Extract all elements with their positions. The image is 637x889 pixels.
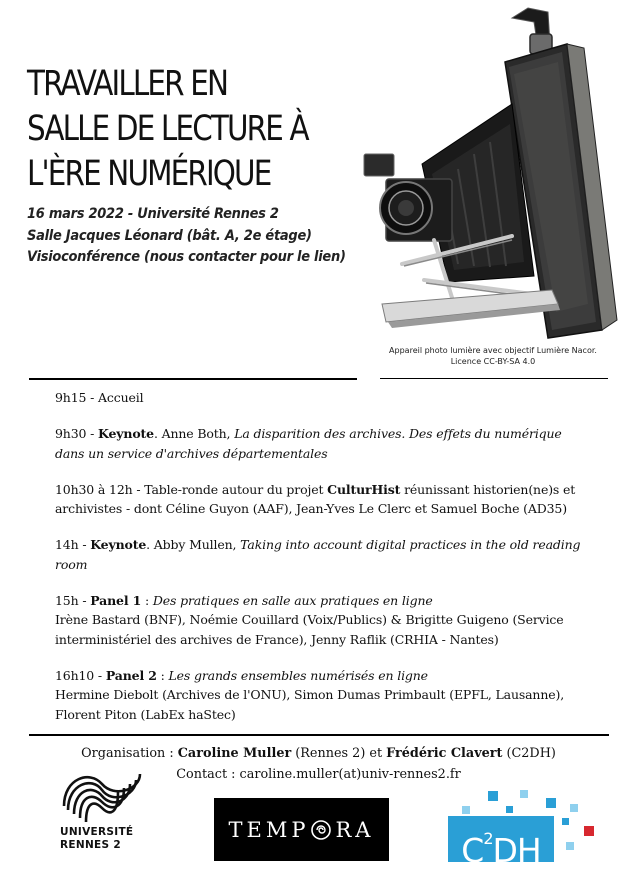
programme-time: 9h30 - <box>55 426 99 442</box>
organisation-line <box>0 744 637 764</box>
programme-participants: archivistes - dont Céline Guyon (AAF), Jean-Yves Le Clerc et Samuel Boche (AD35) <box>55 501 567 517</box>
programme <box>55 388 600 741</box>
programme-participants-cont: interministériel des archives de France), Jenny Raflik (CRHIA - Nantes) <box>55 631 499 647</box>
organisation-prefix: Organisation : <box>81 746 178 761</box>
tempora-logo <box>214 798 389 861</box>
programme-sep: : <box>156 667 169 683</box>
programme-speaker: . Abby Mullen, <box>146 537 241 553</box>
title-line-2: SALLE DE LECTURE À <box>27 109 308 149</box>
programme-text: 9h15 - Accueil <box>55 390 144 405</box>
programme-speaker: . Anne Both, <box>153 426 235 442</box>
event-room: Salle Jacques Léonard (bât. A, 2e étage) <box>27 227 312 244</box>
tempora-text: TEMP <box>228 817 310 842</box>
c2dh-c: C <box>461 831 484 870</box>
c2dh-square-icon <box>562 818 569 825</box>
programme-talk-title: La disparition des archives. Des effets du numérique <box>234 426 562 442</box>
programme-type: Keynote <box>98 426 154 442</box>
event-title <box>27 62 308 197</box>
programme-type: Panel 2 <box>105 667 157 683</box>
rennes2-logo-text <box>60 826 133 852</box>
programme-participants-cont: Florent Piton (LabEx haStec) <box>55 706 236 722</box>
programme-item-panel-2 <box>55 666 600 724</box>
organiser-2: Frédéric Clavert <box>386 746 503 761</box>
rennes2-line-1: UNIVERSITÉ <box>60 826 134 838</box>
camera-photo <box>362 4 624 344</box>
divider-bottom <box>29 734 609 736</box>
programme-panel-title: Les grands ensembles numérisés en ligne <box>168 667 428 683</box>
programme-participants: Irène Bastard (BNF), Noémie Couillard (Voix/Publics) & Brigitte Guigeno (Service <box>55 612 564 628</box>
programme-type: Panel 1 <box>90 593 142 609</box>
caption-line-1: Appareil photo lumière avec objectif Lumière Nacor. <box>389 346 597 355</box>
photo-caption <box>362 345 624 367</box>
caption-line-2: Licence CC-BY-SA 4.0 <box>450 357 536 366</box>
c2dh-rest: DH <box>492 831 541 870</box>
programme-time: 15h - <box>55 593 91 609</box>
programme-project: CulturHist <box>327 481 401 497</box>
c2dh-square-icon <box>584 826 594 836</box>
organiser-2-affiliation: (C2DH) <box>502 746 556 761</box>
rennes2-logo-icon <box>62 770 142 826</box>
tempora-spiral-icon <box>310 819 332 841</box>
event-details <box>27 204 346 269</box>
c2dh-square-icon <box>506 806 513 813</box>
c2dh-square-icon <box>488 791 498 801</box>
c2dh-square-icon <box>546 798 556 808</box>
c2dh-logo <box>448 816 554 870</box>
organiser-1-affiliation: (Rennes 2) et <box>291 746 387 761</box>
c2dh-sup: 2 <box>483 829 493 848</box>
programme-item-accueil <box>55 388 600 407</box>
c2dh-square-icon <box>570 804 578 812</box>
programme-talk-title-cont: room <box>55 556 88 572</box>
programme-type: Keynote <box>90 537 147 553</box>
programme-talk-title-cont: dans un service d'archives départementales <box>55 445 328 461</box>
divider-top <box>29 378 357 380</box>
divider-top-right <box>380 378 608 379</box>
programme-talk-title: Taking into account digital practices in the old reading <box>240 537 581 553</box>
title-line-3: L'ÈRE NUMÉRIQUE <box>27 154 271 194</box>
programme-time: 16h10 - <box>55 667 106 683</box>
contact-line: Contact : caroline.muller(at)univ-rennes2.fr <box>176 767 461 782</box>
event-date: 16 mars 2022 - Université Rennes 2 <box>27 206 279 222</box>
programme-panel-title: Des pratiques en salle aux pratiques en ligne <box>152 593 433 609</box>
tempora-text-end: RA <box>335 817 375 842</box>
programme-item-panel-1 <box>55 591 600 649</box>
programme-sep: : <box>141 593 153 609</box>
c2dh-square-icon <box>566 842 574 850</box>
programme-item-keynote-1 <box>55 424 600 463</box>
programme-text: 10h30 à 12h - Table-ronde autour du projet <box>55 481 328 497</box>
organiser-1: Caroline Muller <box>177 746 292 761</box>
rennes2-line-2: RENNES 2 <box>60 839 121 851</box>
programme-item-table-ronde <box>55 480 600 519</box>
c2dh-square-icon <box>520 790 528 798</box>
programme-text-cont: réunissant historien(ne)s et <box>400 481 576 497</box>
c2dh-square-icon <box>462 806 470 814</box>
programme-item-keynote-2 <box>55 535 600 574</box>
programme-participants: Hermine Diebolt (Archives de l'ONU), Simon Dumas Primbault (EPFL, Lausanne), <box>55 687 565 703</box>
programme-time: 14h - <box>55 537 91 553</box>
title-line-1: TRAVAILLER EN <box>27 64 228 104</box>
event-visio: Visioconférence (nous contacter pour le lien) <box>27 249 346 265</box>
